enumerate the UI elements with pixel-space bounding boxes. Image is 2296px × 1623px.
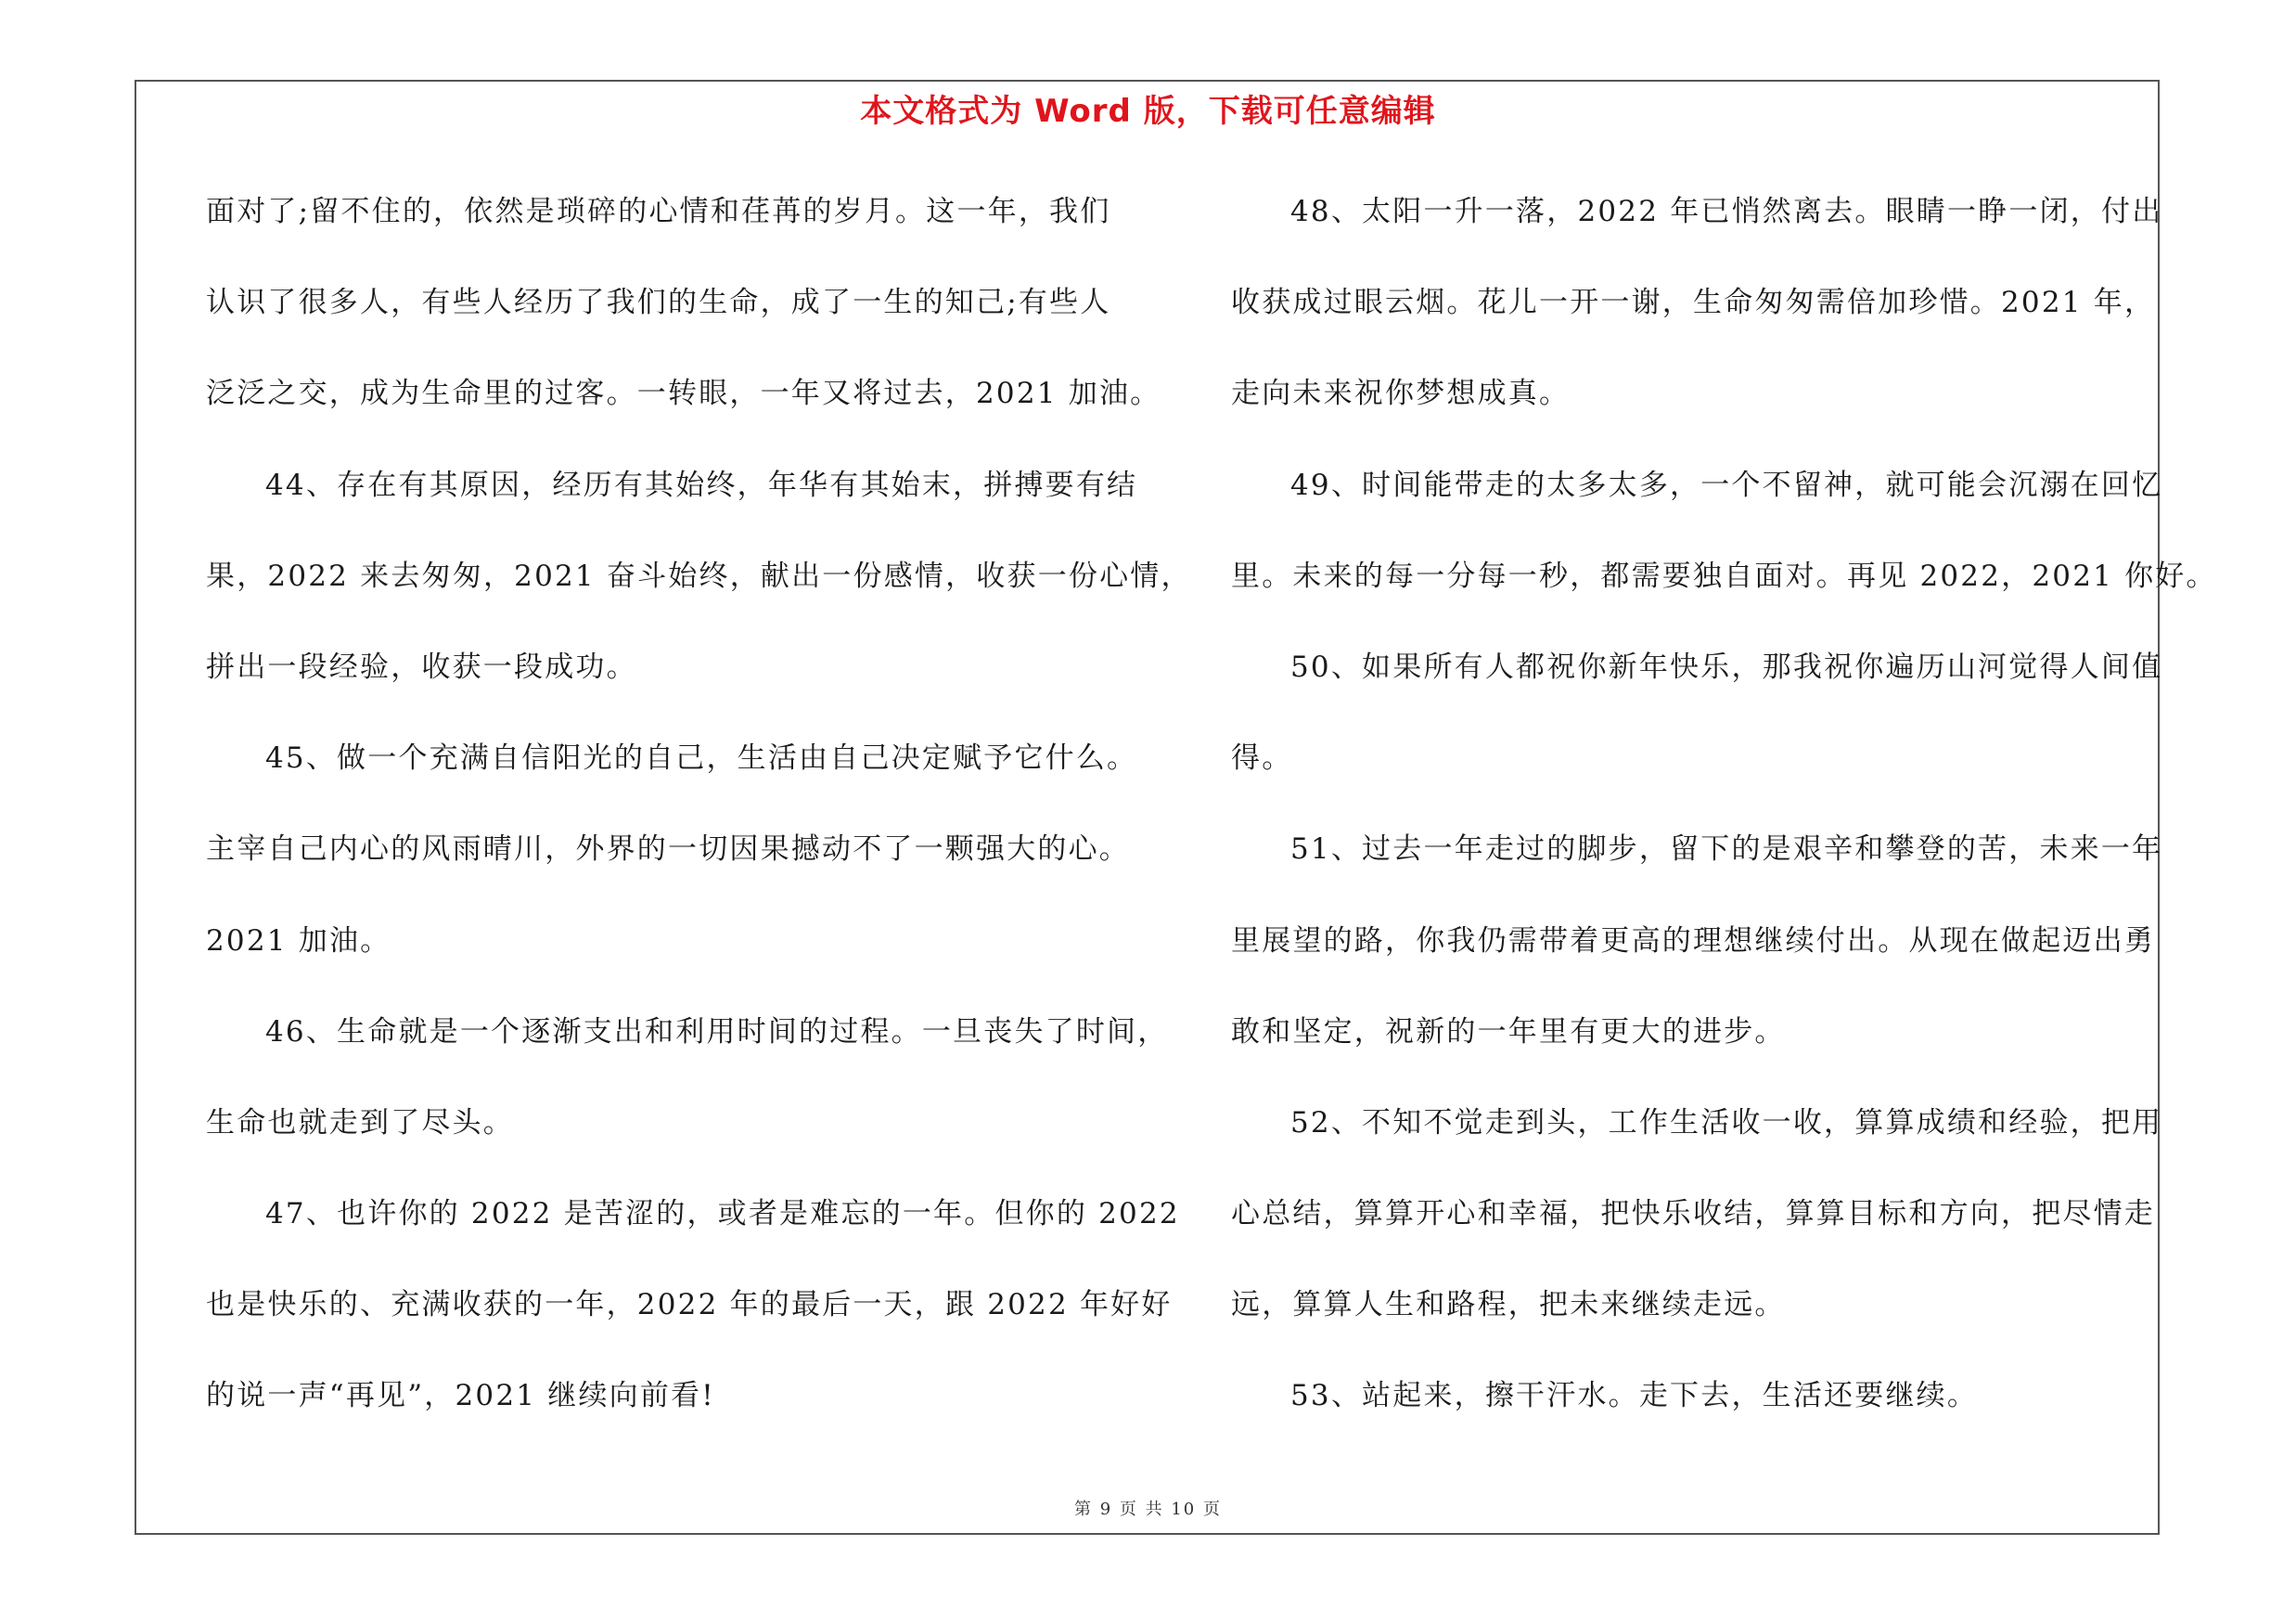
text-line: 拼出一段经验，收获一段成功。	[206, 650, 637, 684]
text-line: 51、过去一年走过的脚步，留下的是艰辛和攀登的苦，未来一年	[1290, 832, 2163, 867]
text-line: 主宰自己内心的风雨晴川，外界的一切因果撼动不了一颗强大的心。	[206, 832, 1130, 867]
text-line: 44、存在有其原因，经历有其始终，年华有其始末，拼搏要有结	[265, 468, 1138, 502]
text-line: 生命也就走到了尽头。	[206, 1105, 514, 1140]
text-line: 的说一声“再见”，2021 继续向前看!	[206, 1379, 715, 1413]
text-line: 53、站起来，擦干汗水。走下去，生活还要继续。	[1290, 1379, 1979, 1413]
text-line: 49、时间能带走的太多太多，一个不留神，就可能会沉溺在回忆	[1290, 468, 2163, 502]
text-line: 果，2022 来去匆匆，2021 奋斗始终，献出一份感情，收获一份心情，	[206, 559, 1192, 593]
text-line: 48、太阳一升一落，2022 年已悄然离去。眼睛一睁一闭，付出	[1290, 195, 2163, 228]
text-line: 47、也许你的 2022 是苦涩的，或者是难忘的一年。但你的 2022	[265, 1197, 1180, 1231]
text-line: 50、如果所有人都祝你新年快乐，那我祝你遍历山河觉得人间值	[1290, 650, 2163, 684]
text-line: 也是快乐的、充满收获的一年，2022 年的最后一天，跟 2022 年好好	[206, 1288, 1173, 1322]
text-line: 得。	[1231, 741, 1293, 776]
text-line: 面对了;留不住的，依然是琐碎的心情和荏苒的岁月。这一年，我们	[206, 195, 1111, 228]
text-line: 心总结，算算开心和幸福，把快乐收结，算算目标和方向，把尽情走	[1231, 1197, 2155, 1231]
text-line: 52、不知不觉走到头，工作生活收一收，算算成绩和经验，把用	[1290, 1105, 2163, 1140]
text-line: 2021 加油。	[206, 923, 391, 958]
left-text-column	[206, 184, 1192, 1460]
text-line: 远，算算人生和路程，把未来继续走远。	[1231, 1288, 1786, 1322]
editable-notice-banner: 本文格式为 Word 版，下载可任意编辑	[860, 93, 1436, 130]
text-line: 里展望的路，你我仍需带着更高的理想继续付出。从现在做起迈出勇	[1231, 923, 2155, 958]
text-line: 46、生命就是一个逐渐支出和利用时间的过程。一旦丧失了时间，	[265, 1014, 1169, 1049]
text-line: 45、做一个充满自信阳光的自己，生活由自己决定赋予它什么。	[265, 741, 1138, 776]
text-line: 收获成过眼云烟。花儿一开一谢，生命匆匆需倍加珍惜。2021 年，	[1231, 286, 2156, 320]
text-line: 走向未来祝你梦想成真。	[1231, 377, 1571, 411]
text-line: 里。未来的每一分每一秒，都需要独自面对。再见 2022，2021 你好。	[1231, 559, 2217, 593]
text-line: 认识了很多人，有些人经历了我们的生命，成了一生的知己;有些人	[206, 286, 1111, 320]
right-text-column	[1231, 184, 2217, 1460]
text-line: 泛泛之交，成为生命里的过客。一转眼，一年又将过去，2021 加油。	[206, 377, 1161, 411]
text-line: 敢和坚定，祝新的一年里有更大的进步。	[1231, 1014, 1786, 1049]
page-number-footer: 第 9 页 共 10 页	[1074, 1500, 1222, 1519]
